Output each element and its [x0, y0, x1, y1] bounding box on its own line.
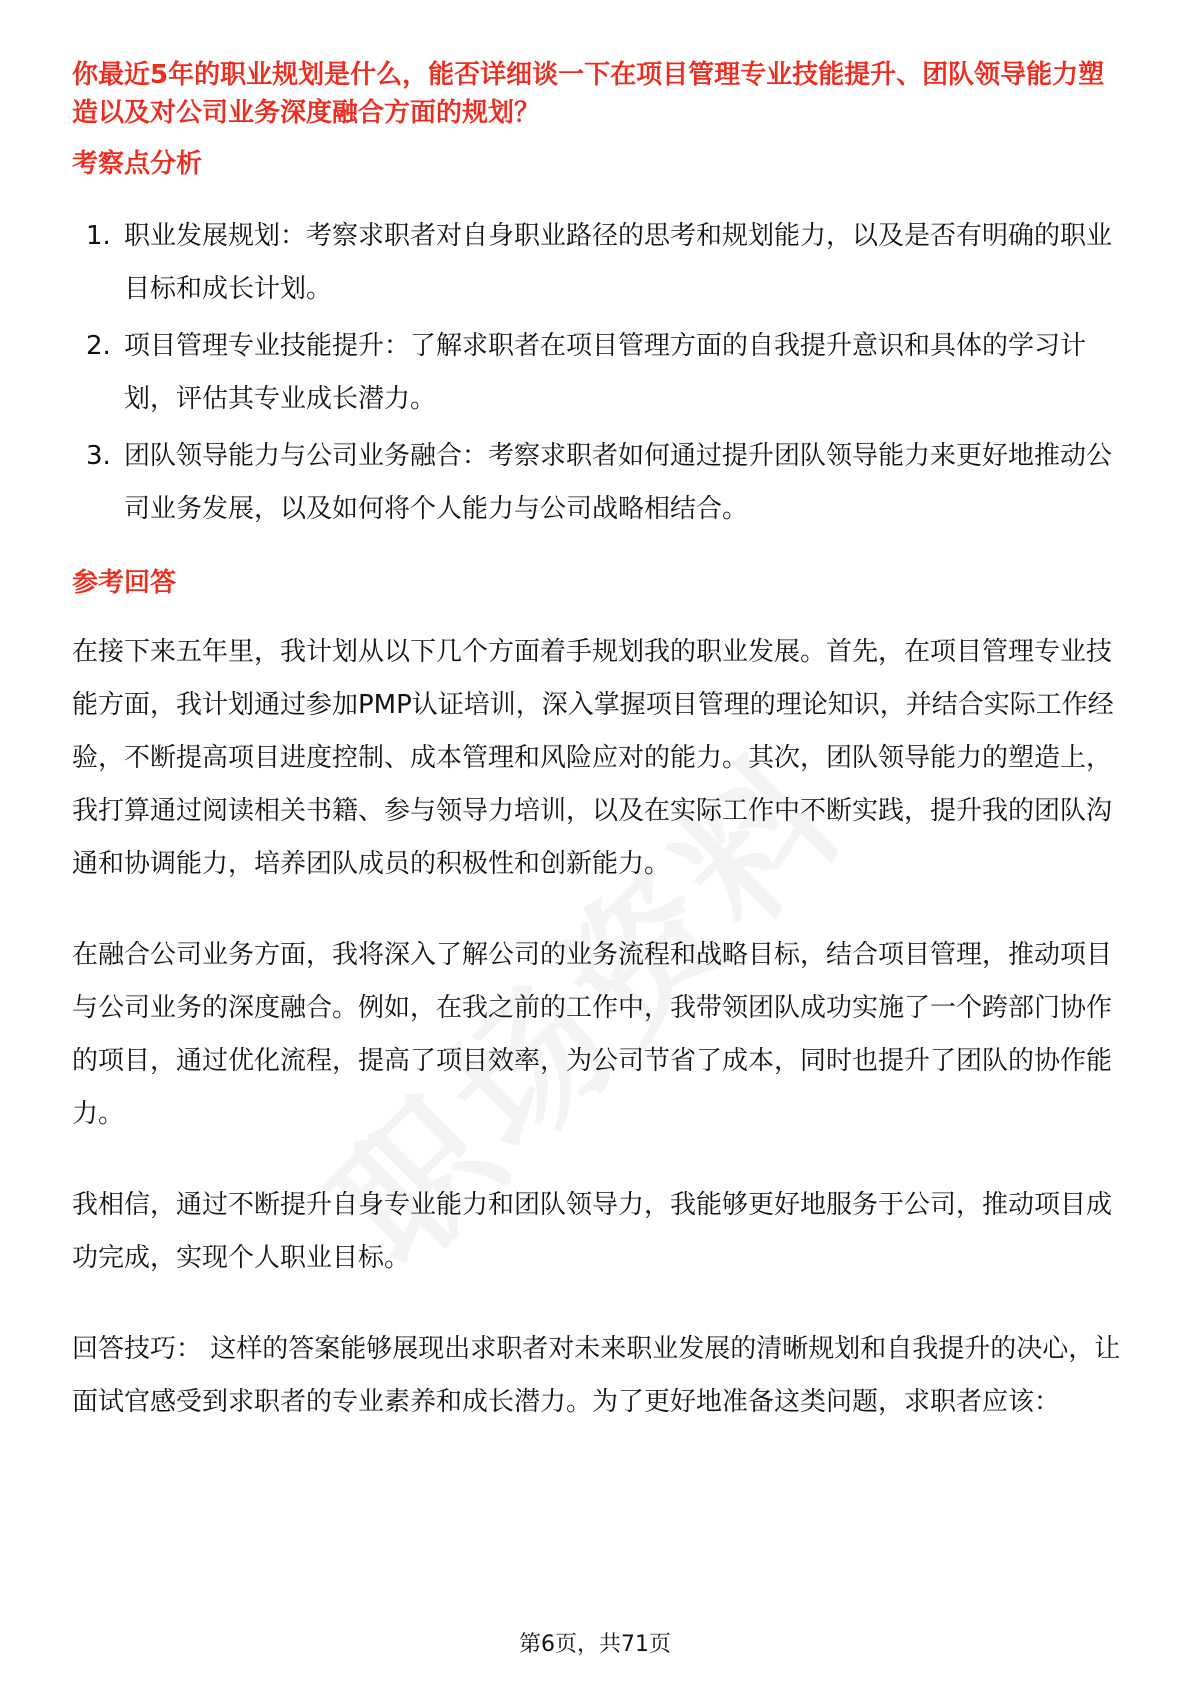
analysis-point	[72, 430, 1122, 536]
analysis-point-number: 2.	[86, 331, 111, 361]
analysis-point-text: 团队领导能力与公司业务融合：考察求职者如何通过提升团队领导能力来更好地推动公司业务发展，以及如何将个人能力与公司战略相结合。	[124, 441, 1113, 524]
answer-paragraph: 我相信，通过不断提升自身专业能力和团队领导力，我能够更好地服务于公司，推动项目成功完成，实现个人职业目标。	[72, 1190, 1113, 1273]
analysis-point-number: 1.	[86, 221, 111, 251]
answer-paragraph: 在接下来五年里，我计划从以下几个方面着手规划我的职业发展。首先，在项目管理专业技能方面，我计划通过参加PMP认证培训，深入掌握项目管理的理论知识，并结合实际工作经验，不断提高项目进度控制、成本管理和风险应对的能力。其次，团队领导能力的塑造上，我打算通过阅读相关书籍、参与领导力培训，以及在实际工作中不断实践，提升我的团队沟通和协调能力，培养团队成员的积极性和创新能力。	[72, 637, 1114, 879]
analysis-point	[72, 320, 1122, 426]
analysis-point-text: 职业发展规划：考察求职者对自身职业路径的思考和规划能力，以及是否有明确的职业目标和成长计划。	[124, 221, 1113, 304]
answer-paragraph: 在融合公司业务方面，我将深入了解公司的业务流程和战略目标，结合项目管理，推动项目与公司业务的深度融合。例如，在我之前的工作中，我带领团队成功实施了一个跨部门协作的项目，通过优化流程，提高了项目效率，为公司节省了成本，同时也提升了团队的协作能力。	[72, 940, 1113, 1129]
answer-tips-paragraph: 回答技巧： 这样的答案能够展现出求职者对未来职业发展的清晰规划和自我提升的决心，让面试官感受到求职者的专业素养和成长潜力。为了更好地准备这类问题，求职者应该：	[72, 1334, 1121, 1417]
analysis-list	[72, 210, 1122, 536]
analysis-title: 考察点分析	[72, 149, 203, 179]
analysis-point-text: 项目管理专业技能提升：了解求职者在项目管理方面的自我提升意识和具体的学习计划，评估其专业成长潜力。	[124, 331, 1087, 414]
analysis-point	[72, 210, 1122, 316]
question-heading: 你最近5年的职业规划是什么，能否详细谈一下在项目管理专业技能提升、团队领导能力塑造以及对公司业务深度融合方面的规划？	[72, 60, 1105, 128]
page-number-footer: 第6页，共71页	[519, 1632, 671, 1657]
analysis-point-number: 3.	[86, 441, 111, 471]
page-content	[72, 56, 1122, 1429]
answer-title: 参考回答	[72, 568, 177, 598]
